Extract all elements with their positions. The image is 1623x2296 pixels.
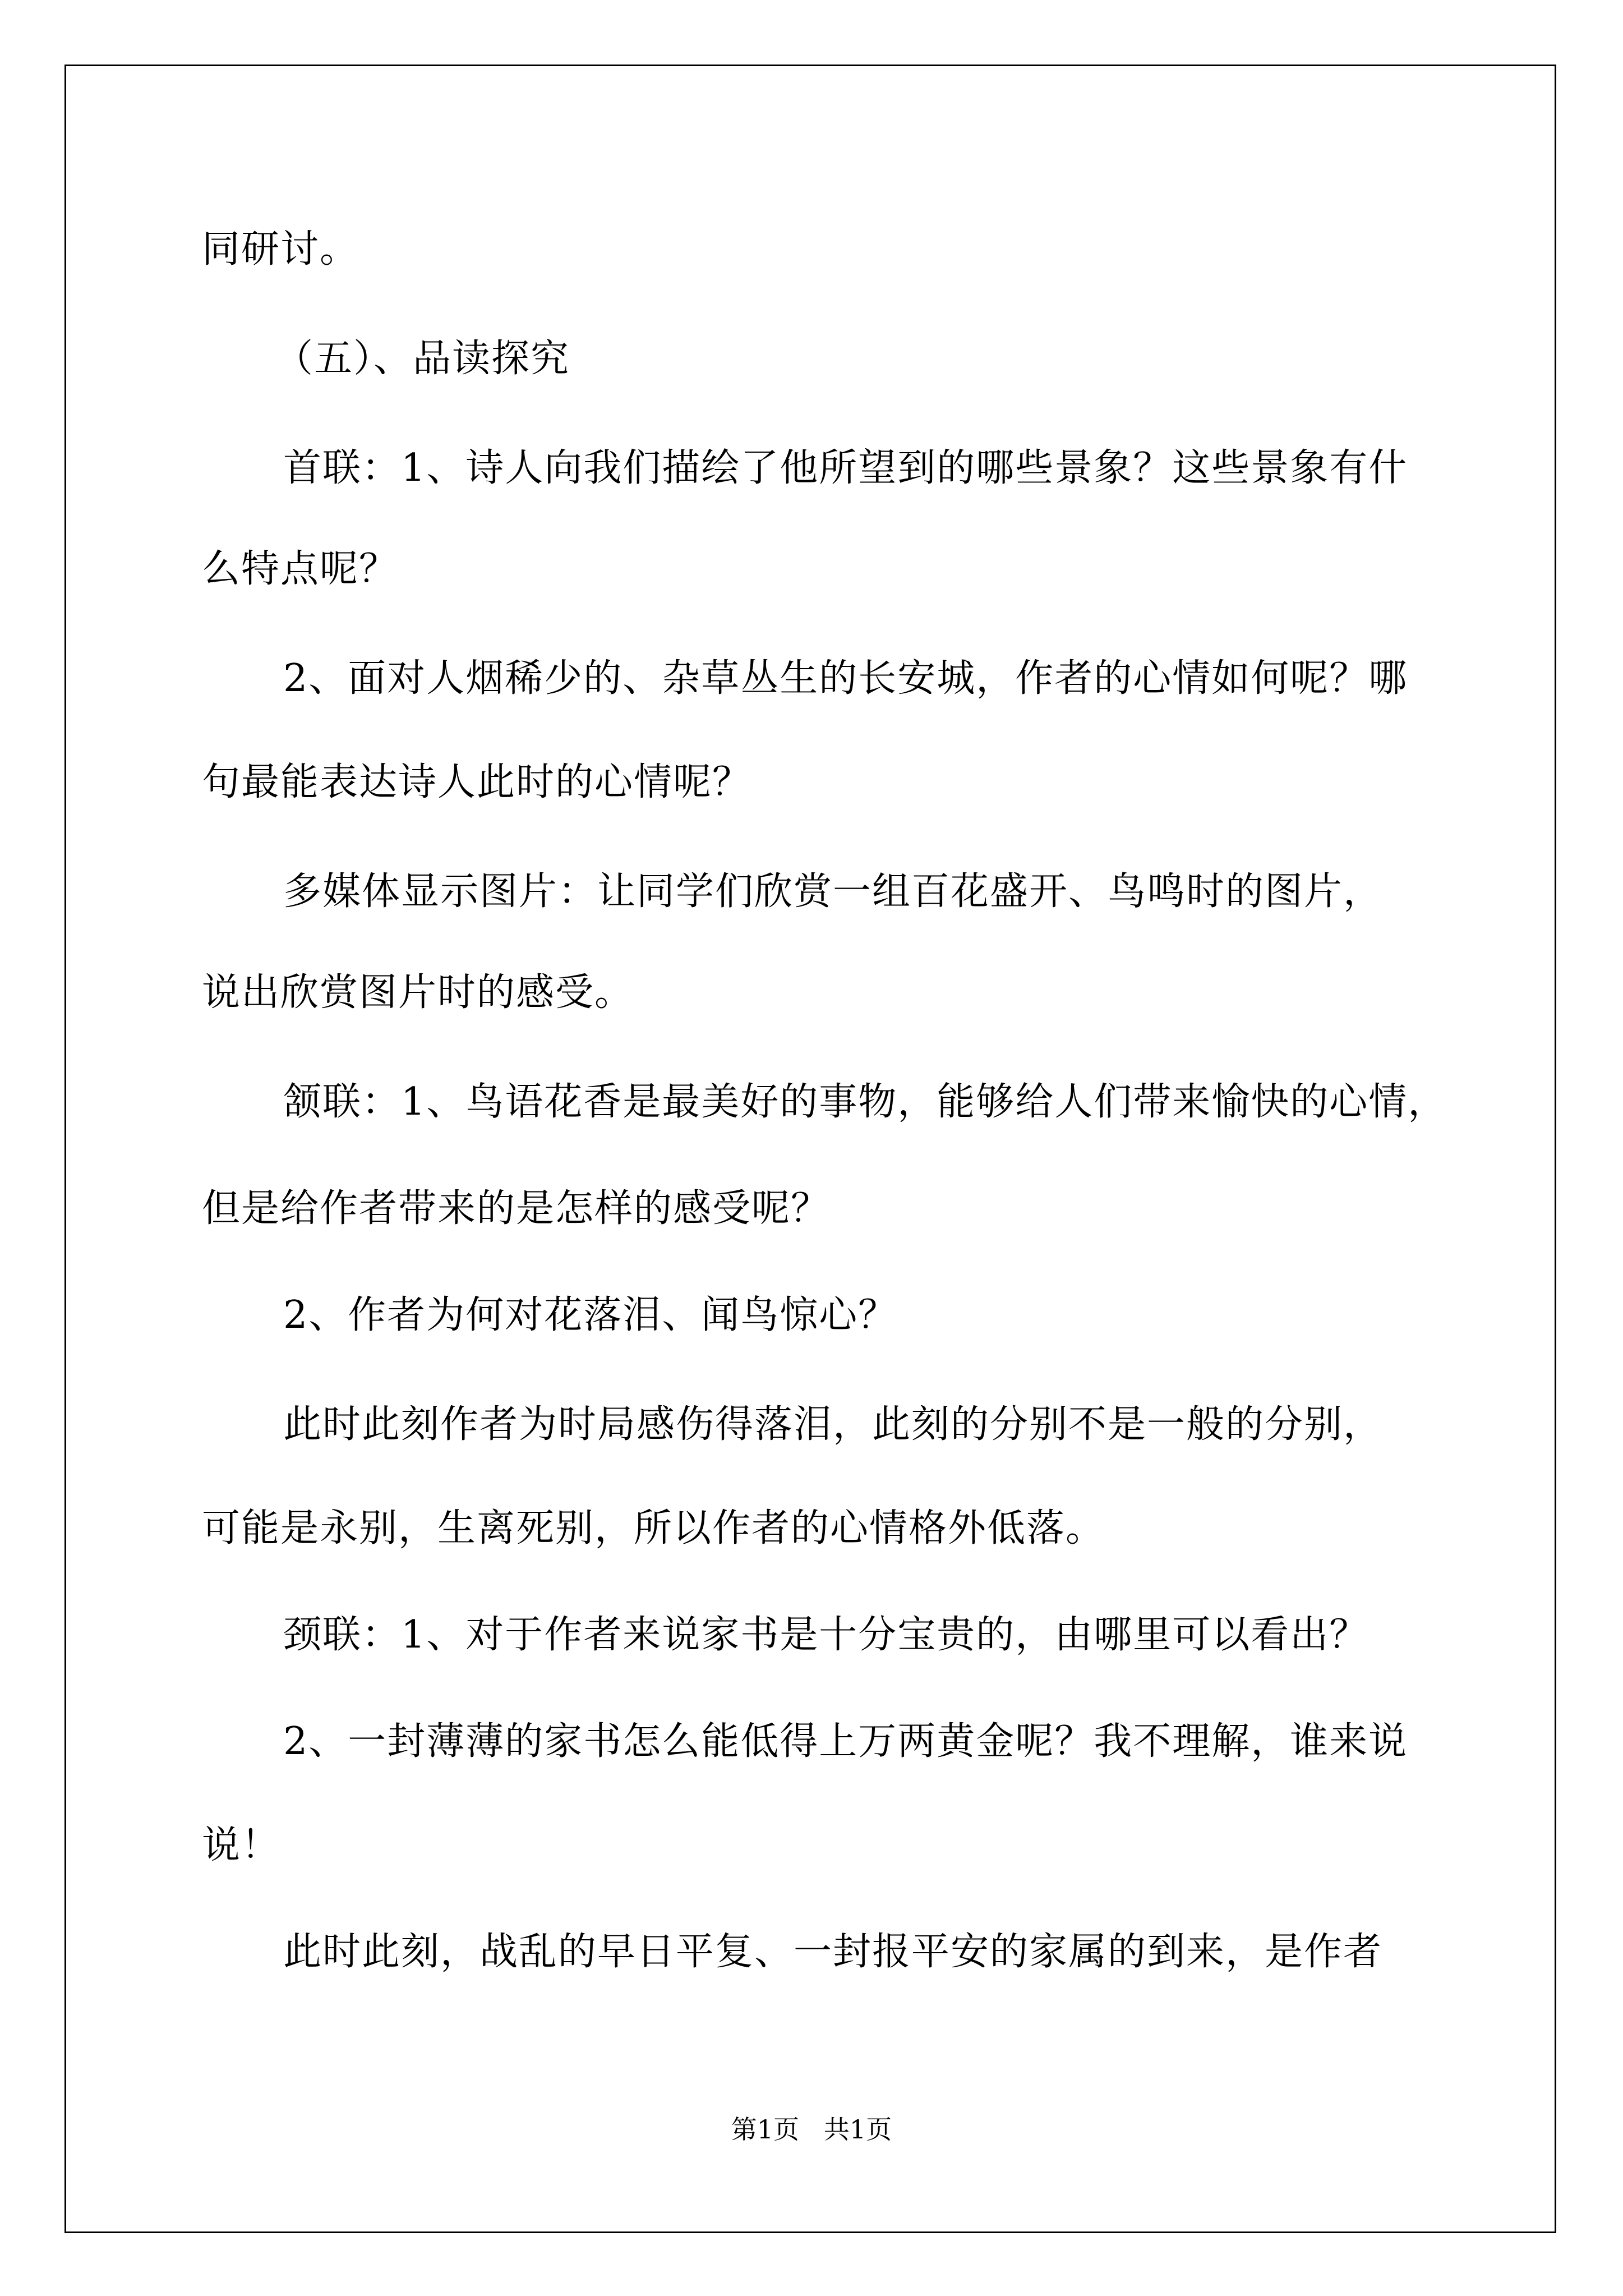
- text-line: 说！: [202, 1823, 281, 1867]
- text-line: 2、一封薄薄的家书怎么能低得上万两黄金呢？我不理解，谁来说: [283, 1719, 1408, 1764]
- text-line: 可能是永别，生离死别，所以作者的心情格外低落。: [202, 1506, 1105, 1550]
- text-line: 2、作者为何对花落泪、闻鸟惊心？: [283, 1293, 898, 1337]
- text-line: 2、面对人烟稀少的、杂草丛生的长安城，作者的心情如何呢？哪: [283, 656, 1408, 701]
- text-line: 说出欣赏图片时的感受。: [202, 970, 634, 1015]
- page-footer: 第1页 共1页: [731, 2114, 892, 2145]
- text-line: 首联：1、诗人向我们描绘了他所望到的哪些景象？这些景象有什: [283, 446, 1408, 490]
- text-line: 多媒体显示图片：让同学们欣赏一组百花盛开、鸟鸣时的图片，: [283, 869, 1383, 914]
- text-line: 颈联：1、对于作者来说家书是十分宝贵的，由哪里可以看出？: [283, 1613, 1369, 1657]
- text-line: 么特点呢？: [202, 547, 399, 591]
- text-line: 但是给作者带来的是怎样的感受呢？: [202, 1186, 831, 1231]
- text-line: 此时此刻作者为时局感伤得落泪，此刻的分别不是一般的分别，: [283, 1402, 1383, 1447]
- text-line: 句最能表达诗人此时的心情呢？: [202, 760, 752, 804]
- text-line: 此时此刻，战乱的早日平复、一封报平安的家属的到来，是作者: [283, 1930, 1383, 1974]
- section-heading: （五）、品读探究: [275, 337, 570, 381]
- text-line: 同研讨。: [202, 227, 359, 272]
- page-border: [64, 65, 1556, 2233]
- text-line: 颔联：1、鸟语花香是最美好的事物，能够给人们带来愉快的心情，: [283, 1080, 1447, 1124]
